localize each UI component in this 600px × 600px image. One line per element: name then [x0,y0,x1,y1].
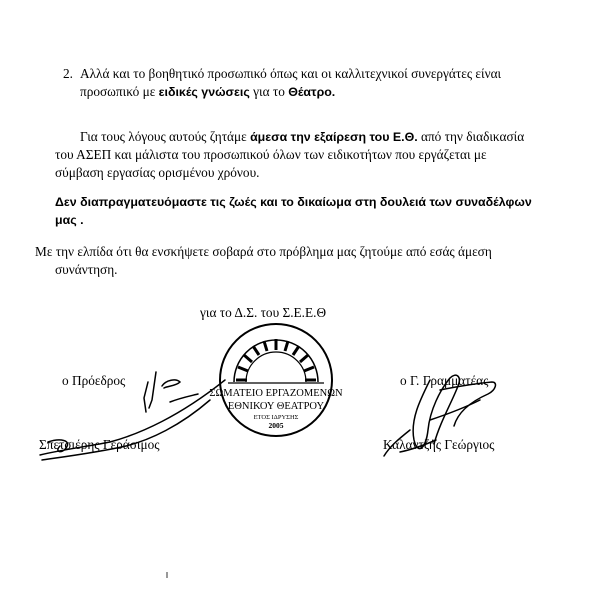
president-signature [30,360,270,470]
stamp-line-1: ΣΩΜΑΤΕΙΟ ΕΡΓΑΖΟΜΕΝΩΝ [209,388,343,399]
president-name: Σπετσιέρης Γεράσιμος [39,437,160,452]
secretary-name: Καλαντζής Γεώργιος [383,437,495,452]
stamp-line-2: ΕΘΝΙΚΟΥ ΘΕΑΤΡΟΥ [227,401,325,412]
secretary-signature [370,360,520,470]
request-line-3: σύμβαση εργασίας ορισμένου χρόνου. [55,165,260,180]
on-behalf-of-board: για το Δ.Σ. του Σ.Ε.Ε.Θ [200,305,327,320]
theatre-emphasis: Θέατρο. [288,85,336,99]
specialized-knowledge-emphasis: ειδικές γνώσεις [158,85,250,99]
secretary-title: ο Γ. Γραμματέας [400,373,489,388]
hope-line-1: Με την ελπίδα ότι θα ενσκήψετε σοβαρά στο πρόβλημα μας ζητούμε από εσάς άμεση [35,244,492,259]
stamp-year: 2005 [268,421,284,430]
scan-artifact [166,572,168,578]
hope-line-2: συνάντηση. [55,262,118,277]
president-title: ο Πρόεδρος [62,373,126,388]
item-line-2: προσωπικό με ειδικές γνώσεις για το Θέατρο. [80,84,336,99]
request-line-1: Για τους λόγους αυτούς ζητάμε άμεσα την εξαίρεση του Ε.Θ. από την διαδικασία [80,129,525,144]
item-number: 2. [63,66,73,81]
declaration-line-1: Δεν διαπραγματευόμαστε τις ζωές και το δικαίωμα στη δουλειά των συναδέλφων [55,195,532,209]
stamp-line-3: ΕΤΟΣ ΙΔΡΥΣΗΣ [253,414,299,421]
item-line-1: Αλλά και το βοηθητικό προσωπικό όπως και οι καλλιτεχνικοί συνεργάτες είναι [80,66,502,81]
declaration-line-2: μας . [55,213,84,227]
exemption-emphasis: άμεσα την εξαίρεση του Ε.Θ. [250,130,418,144]
request-line-2: του ΑΣΕΠ και μάλιστα του προσωπικού όλων των ειδικοτήτων που εργάζεται με [55,147,487,162]
